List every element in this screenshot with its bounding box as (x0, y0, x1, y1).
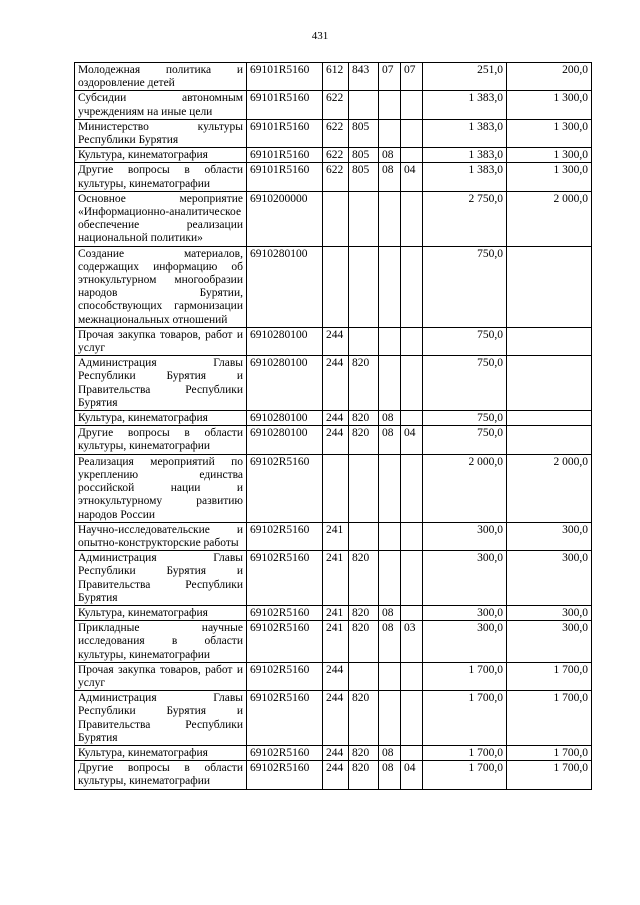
table-row (75, 761, 592, 789)
row-ministry-code: 805 (349, 163, 379, 191)
row-subsection (401, 246, 423, 327)
row-name: Реализация мероприятий по укреплению единства российской нации и этнокультурному развитию народов России (75, 454, 247, 522)
row-name: Прочая закупка товаров, работ и услуг (75, 662, 247, 690)
row-section: 08 (379, 605, 401, 620)
row-ministry-code: 805 (349, 119, 379, 147)
row-amount-1: 750,0 (423, 327, 507, 355)
row-amount-1: 2 750,0 (423, 191, 507, 246)
row-ministry-code (349, 327, 379, 355)
row-name: Молодежная политика и оздоровление детей (75, 63, 247, 91)
row-ministry-code (349, 246, 379, 327)
table-row (75, 356, 592, 411)
row-name: Другие вопросы в области культуры, кинематографии (75, 163, 247, 191)
row-section (379, 191, 401, 246)
row-amount-2: 1 700,0 (507, 691, 592, 746)
row-subsection (401, 148, 423, 163)
row-amount-2: 1 700,0 (507, 745, 592, 760)
table-row (75, 148, 592, 163)
table-row (75, 163, 592, 191)
table-row (75, 454, 592, 522)
row-amount-2: 1 300,0 (507, 148, 592, 163)
row-expense-type: 241 (323, 522, 349, 550)
row-amount-1: 1 700,0 (423, 662, 507, 690)
row-target-code: 6910280100 (247, 411, 323, 426)
table-row (75, 691, 592, 746)
table-row (75, 426, 592, 454)
table-row (75, 522, 592, 550)
row-amount-2: 200,0 (507, 63, 592, 91)
row-section: 08 (379, 761, 401, 789)
row-subsection (401, 522, 423, 550)
row-amount-2 (507, 246, 592, 327)
row-target-code: 69102R5160 (247, 662, 323, 690)
row-ministry-code: 843 (349, 63, 379, 91)
row-name: Министерство культуры Республики Бурятия (75, 119, 247, 147)
row-name: Прикладные научные исследования в области культуры, кинематографии (75, 621, 247, 663)
row-section (379, 551, 401, 606)
row-ministry-code: 820 (349, 745, 379, 760)
row-amount-1: 750,0 (423, 411, 507, 426)
row-subsection (401, 454, 423, 522)
table-row (75, 191, 592, 246)
table-row (75, 551, 592, 606)
row-expense-type: 622 (323, 163, 349, 191)
row-target-code: 6910280100 (247, 426, 323, 454)
row-ministry-code: 820 (349, 761, 379, 789)
row-amount-2 (507, 356, 592, 411)
row-amount-1: 1 383,0 (423, 91, 507, 119)
row-subsection (401, 745, 423, 760)
table-row (75, 246, 592, 327)
row-name: Субсидии автономным учреждениям на иные цели (75, 91, 247, 119)
row-expense-type: 244 (323, 356, 349, 411)
row-section (379, 662, 401, 690)
row-target-code: 69101R5160 (247, 148, 323, 163)
row-expense-type: 244 (323, 411, 349, 426)
row-subsection (401, 691, 423, 746)
row-amount-2: 1 300,0 (507, 119, 592, 147)
row-target-code: 6910200000 (247, 191, 323, 246)
row-subsection: 07 (401, 63, 423, 91)
row-amount-1: 2 000,0 (423, 454, 507, 522)
row-amount-2: 1 700,0 (507, 662, 592, 690)
row-expense-type: 612 (323, 63, 349, 91)
row-amount-2: 2 000,0 (507, 454, 592, 522)
row-section: 08 (379, 411, 401, 426)
row-amount-1: 1 383,0 (423, 163, 507, 191)
table-row (75, 327, 592, 355)
row-amount-1: 1 700,0 (423, 761, 507, 789)
row-name: Прочая закупка товаров, работ и услуг (75, 327, 247, 355)
page-number: 431 (311, 30, 329, 42)
row-amount-1: 750,0 (423, 356, 507, 411)
row-amount-1: 300,0 (423, 522, 507, 550)
row-subsection: 04 (401, 761, 423, 789)
row-ministry-code: 820 (349, 551, 379, 606)
row-amount-2: 2 000,0 (507, 191, 592, 246)
row-name: Научно-исследовательские и опытно-конструкторские работы (75, 522, 247, 550)
row-subsection (401, 191, 423, 246)
row-amount-2 (507, 426, 592, 454)
row-name: Культура, кинематография (75, 411, 247, 426)
row-amount-2: 300,0 (507, 522, 592, 550)
row-amount-2: 1 300,0 (507, 91, 592, 119)
row-name: Культура, кинематография (75, 605, 247, 620)
row-expense-type: 244 (323, 745, 349, 760)
table-row (75, 605, 592, 620)
row-amount-1: 750,0 (423, 426, 507, 454)
row-amount-1: 1 700,0 (423, 691, 507, 746)
row-ministry-code: 820 (349, 426, 379, 454)
row-section (379, 454, 401, 522)
row-amount-2: 300,0 (507, 621, 592, 663)
row-ministry-code: 820 (349, 356, 379, 411)
row-section: 08 (379, 745, 401, 760)
row-target-code: 69101R5160 (247, 63, 323, 91)
row-target-code: 69102R5160 (247, 551, 323, 606)
row-section (379, 327, 401, 355)
row-amount-2 (507, 327, 592, 355)
row-subsection: 03 (401, 621, 423, 663)
row-expense-type: 244 (323, 761, 349, 789)
row-target-code: 69102R5160 (247, 621, 323, 663)
budget-table (74, 62, 592, 790)
row-name: Администрация Главы Республики Бурятия и Правительства Республики Бурятия (75, 551, 247, 606)
row-expense-type: 244 (323, 691, 349, 746)
row-expense-type: 622 (323, 148, 349, 163)
row-subsection (401, 119, 423, 147)
row-target-code: 69102R5160 (247, 454, 323, 522)
row-name: Администрация Главы Республики Бурятия и Правительства Республики Бурятия (75, 691, 247, 746)
row-section: 08 (379, 621, 401, 663)
table-row (75, 411, 592, 426)
row-ministry-code (349, 91, 379, 119)
row-section (379, 691, 401, 746)
row-ministry-code: 820 (349, 605, 379, 620)
row-name: Создание материалов, содержащих информацию об этнокультурном многообразии народов Бурятии, способствующих гармонизации межнациональных отношений (75, 246, 247, 327)
row-name: Администрация Главы Республики Бурятия и Правительства Республики Бурятия (75, 356, 247, 411)
row-section (379, 91, 401, 119)
row-section: 07 (379, 63, 401, 91)
row-amount-2 (507, 411, 592, 426)
row-target-code: 6910280100 (247, 246, 323, 327)
row-amount-2: 300,0 (507, 605, 592, 620)
row-target-code: 69102R5160 (247, 691, 323, 746)
row-name: Культура, кинематография (75, 148, 247, 163)
row-section (379, 356, 401, 411)
row-amount-1: 1 383,0 (423, 148, 507, 163)
row-section: 08 (379, 163, 401, 191)
row-ministry-code: 805 (349, 148, 379, 163)
row-section (379, 246, 401, 327)
row-expense-type (323, 454, 349, 522)
row-amount-2: 1 700,0 (507, 761, 592, 789)
row-target-code: 69102R5160 (247, 745, 323, 760)
table-row (75, 662, 592, 690)
row-ministry-code (349, 191, 379, 246)
row-name: Другие вопросы в области культуры, кинематографии (75, 761, 247, 789)
row-expense-type: 241 (323, 551, 349, 606)
row-amount-1: 750,0 (423, 246, 507, 327)
row-target-code: 69102R5160 (247, 761, 323, 789)
row-section (379, 119, 401, 147)
row-target-code: 69101R5160 (247, 91, 323, 119)
row-amount-1: 300,0 (423, 605, 507, 620)
row-expense-type: 244 (323, 327, 349, 355)
table-row (75, 745, 592, 760)
row-subsection (401, 91, 423, 119)
row-expense-type: 622 (323, 119, 349, 147)
row-expense-type: 241 (323, 621, 349, 663)
row-amount-1: 300,0 (423, 621, 507, 663)
row-section: 08 (379, 148, 401, 163)
row-target-code: 69101R5160 (247, 163, 323, 191)
row-name: Культура, кинематография (75, 745, 247, 760)
row-target-code: 69101R5160 (247, 119, 323, 147)
row-ministry-code: 820 (349, 621, 379, 663)
row-expense-type (323, 191, 349, 246)
row-expense-type (323, 246, 349, 327)
row-target-code: 69102R5160 (247, 522, 323, 550)
row-expense-type: 244 (323, 426, 349, 454)
row-target-code: 6910280100 (247, 327, 323, 355)
table-row (75, 119, 592, 147)
row-expense-type: 241 (323, 605, 349, 620)
row-section: 08 (379, 426, 401, 454)
row-amount-1: 1 383,0 (423, 119, 507, 147)
row-subsection: 04 (401, 426, 423, 454)
row-subsection (401, 662, 423, 690)
row-ministry-code: 820 (349, 411, 379, 426)
row-amount-2: 300,0 (507, 551, 592, 606)
row-target-code: 6910280100 (247, 356, 323, 411)
row-subsection (401, 356, 423, 411)
row-subsection (401, 327, 423, 355)
row-subsection (401, 551, 423, 606)
table-row (75, 63, 592, 91)
row-expense-type: 622 (323, 91, 349, 119)
row-ministry-code (349, 662, 379, 690)
row-amount-1: 300,0 (423, 551, 507, 606)
row-section (379, 522, 401, 550)
row-subsection (401, 605, 423, 620)
row-amount-1: 251,0 (423, 63, 507, 91)
row-ministry-code (349, 522, 379, 550)
table-row (75, 91, 592, 119)
row-subsection: 04 (401, 163, 423, 191)
row-subsection (401, 411, 423, 426)
row-amount-1: 1 700,0 (423, 745, 507, 760)
row-name: Основное мероприятие «Информационно-аналитическое обеспечение реализации национальной политики» (75, 191, 247, 246)
row-ministry-code: 820 (349, 691, 379, 746)
row-amount-2: 1 300,0 (507, 163, 592, 191)
row-expense-type: 244 (323, 662, 349, 690)
row-name: Другие вопросы в области культуры, кинематографии (75, 426, 247, 454)
table-row (75, 621, 592, 663)
row-target-code: 69102R5160 (247, 605, 323, 620)
row-ministry-code (349, 454, 379, 522)
